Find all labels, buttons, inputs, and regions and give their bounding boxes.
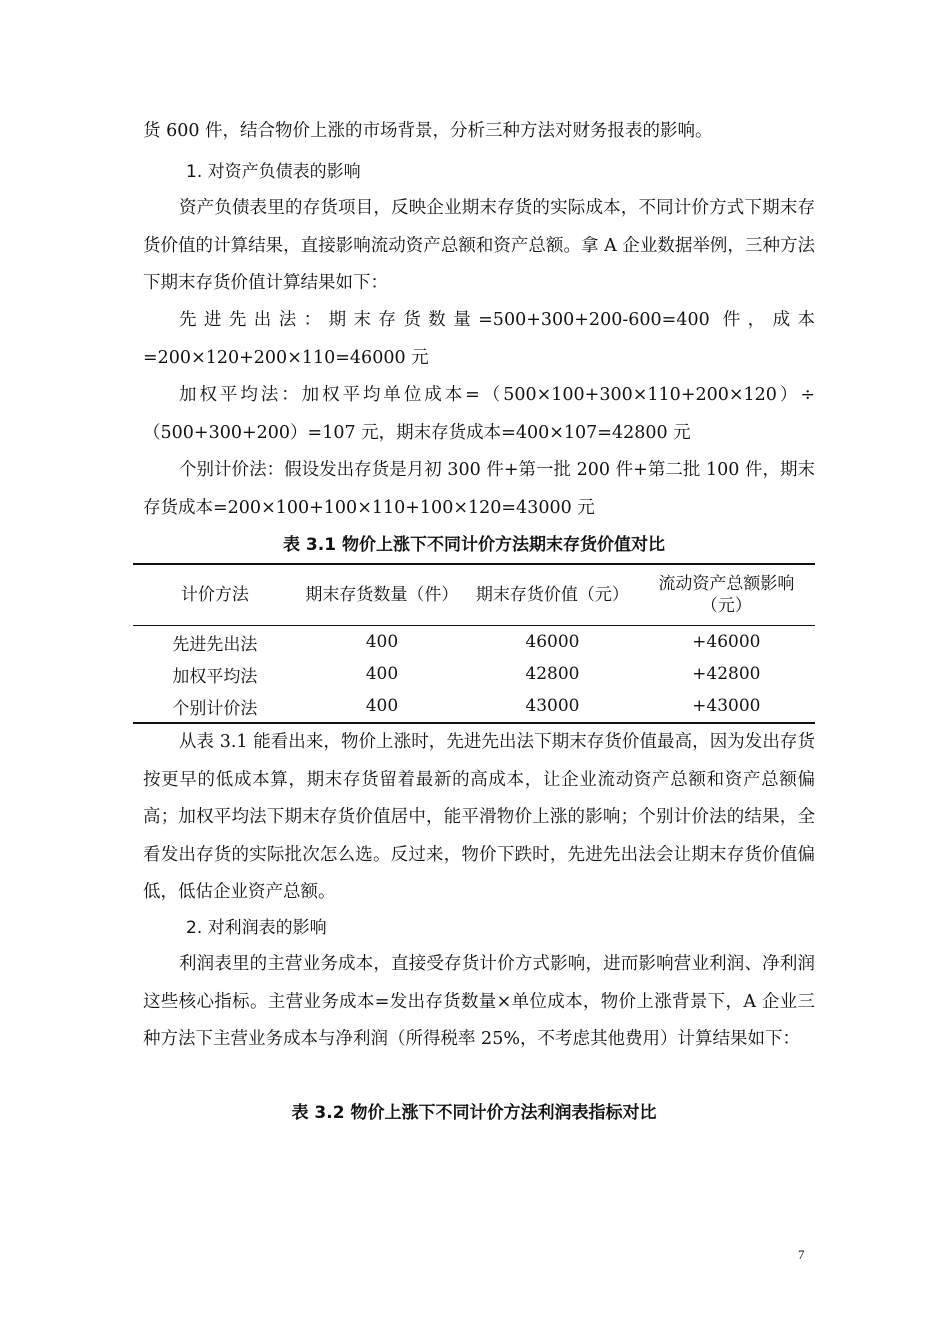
column-header: 期末存货数量（件）: [297, 564, 468, 626]
paragraph-weighted-average: 加权平均法：加权平均单位成本=（500×100+300×110+200×120）÷（500+300+200）=107 元，期末存货成本=400×107=42800 元: [143, 385, 815, 443]
table-cell: 42800: [525, 664, 580, 684]
table-cell: 43000: [467, 690, 638, 723]
table-cell: 个别计价法: [133, 690, 297, 723]
section-heading-income-statement: 2. 对利润表的影响: [186, 918, 327, 938]
table-cell: 400: [365, 664, 399, 684]
table-cell: +42800: [692, 664, 761, 684]
paragraph-continuation: 货 600 件，结合物价上涨的市场背景，分析三种方法对财务报表的影响。: [143, 121, 713, 141]
column-header: 流动资产总额影响（元）: [638, 564, 815, 626]
table-cell: 400: [365, 632, 399, 652]
table-cell: 加权平均法: [172, 666, 258, 687]
table-row: [133, 626, 815, 659]
table-cell: 先进先出法: [172, 634, 258, 655]
page-number: 7: [798, 1247, 805, 1262]
table-row: [133, 658, 815, 690]
section-heading-balance-sheet: 1. 对资产负债表的影响: [186, 162, 361, 182]
table-caption-3-1: 表 3.1 物价上涨下不同计价方法期末存货价值对比: [283, 535, 665, 555]
table-cell: +46000: [692, 632, 761, 652]
table-cell: 46000: [525, 632, 580, 652]
paragraph-income-statement-intro: 利润表里的主营业务成本，直接受存货计价方式影响，进而影响营业利润、净利润这些核心指标。主营业务成本=发出存货数量×单位成本，物价上涨背景下，A 企业三种方法下主营业务成本与净利润（所得税率 25%，不考虑其他费用）计算结果如下：: [143, 954, 815, 1049]
paragraph-fifo: 先进先出法：期末存货数量=500+300+200-600=400 件，成本=200×120+200×110=46000 元: [143, 310, 815, 368]
table-cell: 400: [297, 690, 468, 723]
paragraph-table-analysis: 从表 3.1 能看出来，物价上涨时，先进先出法下期末存货价值最高，因为发出存货按更早的低成本算，期末存货留着最新的高成本，让企业流动资产总额和资产总额偏高；加权平均法下期末存货价值居中，能平滑物价上涨的影响；个别计价法的结果，全看发出存货的实际批次怎么选。反过来，物价下跌时，先进先出法会让期末存货价值偏低，低估企业资产总额。: [143, 732, 815, 902]
column-header: 计价方法: [133, 564, 297, 626]
table-header-row: [133, 564, 815, 626]
table-caption-3-2: 表 3.2 物价上涨下不同计价方法利润表指标对比: [291, 1103, 657, 1123]
paragraph-balance-sheet-intro: 资产负债表里的存货项目，反映企业期末存货的实际成本，不同计价方式下期末存货价值的计算结果，直接影响流动资产总额和资产总额。拿 A 企业数据举例，三种方法下期末存货价值计算结果如下：: [143, 198, 815, 293]
paragraph-specific-identification: 个别计价法：假设发出存货是月初 300 件+第一批 200 件+第二批 100 件，期末存货成本=200×100+100×110+100×120=43000 元: [143, 460, 815, 518]
column-header: 期末存货价值（元）: [467, 564, 638, 626]
inventory-value-table: [133, 563, 815, 724]
table-cell: +43000: [638, 690, 815, 723]
table-row: [133, 690, 815, 723]
